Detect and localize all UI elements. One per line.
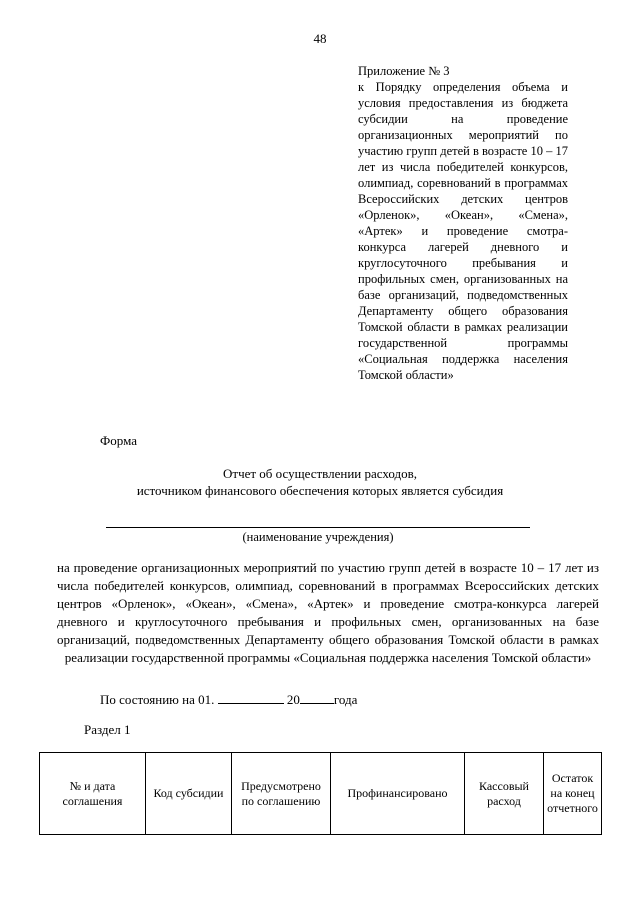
- section-label: Раздел 1: [84, 722, 131, 737]
- subsidy-purpose-text: на проведение организационных мероприятий по участию групп детей в возрасте 10 – 17 лет из числа победителей конкурсов, олимпиад, соревнований в программах Всероссийских детских центров «Орленок», «Океан», «Смена», «Артек» и проведение смотра-конкурса лагерей дневного и круглосуточного пребывания и профильных смен, организованных на базе организаций, подведомственных Департаменту общего образования Томской области в рамках реализации государственной программы «Социальная поддержка населения Томской области»: [57, 560, 599, 665]
- page-number: 48: [313, 31, 327, 46]
- header-financed: Профинансировано: [331, 753, 465, 835]
- as-of-date-line: [100, 691, 357, 708]
- header-subsidy-code: Код субсидии: [146, 753, 232, 835]
- report-title-line-1: Отчет об осуществлении расходов,: [223, 466, 417, 481]
- as-of-prefix: По состоянию на 01.: [100, 692, 215, 707]
- year-prefix: 20: [286, 692, 300, 707]
- appendix-body: к Порядку определения объема и условия предоставления из бюджета субсидии на проведение организационных мероприятий по участию групп детей в возрасте 10 – 17 лет из числа победителей конкурсов, олимпиад, соревнований в программах Всероссийских детских центров «Орленок», «Океан», «Смена», «Артек» и проведение смотра-конкурса лагерей дневного и круглосуточного пребывания и профильных смен, организованных на базе организаций, подведомственных Департаменту общего образования Томской области в рамках реализации государственной программы «Социальная поддержка населения Томской области»: [358, 80, 568, 382]
- header-balance-end-period: Остаток на конец отчетного: [544, 753, 602, 835]
- header-agreement-number-date: № и дата соглашения: [40, 753, 146, 835]
- table-header-row: [40, 753, 602, 835]
- report-title-line-2: источником финансового обеспечения которых является субсидия: [136, 483, 504, 498]
- organization-name-caption: (наименование учреждения): [242, 530, 394, 544]
- appendix-block: [358, 63, 568, 383]
- organization-name-line: [106, 527, 530, 528]
- form-label: Форма: [100, 433, 137, 448]
- appendix-title: Приложение № 3: [358, 64, 450, 78]
- header-planned-by-agreement: Предусмотрено по соглашению: [232, 753, 331, 835]
- report-title: [0, 465, 640, 499]
- as-of-suffix: года: [333, 692, 358, 707]
- date-blank-field: [218, 691, 284, 704]
- report-table: [39, 752, 602, 835]
- year-blank-field: [300, 691, 334, 704]
- header-cash-expense: Кассовый расход: [465, 753, 544, 835]
